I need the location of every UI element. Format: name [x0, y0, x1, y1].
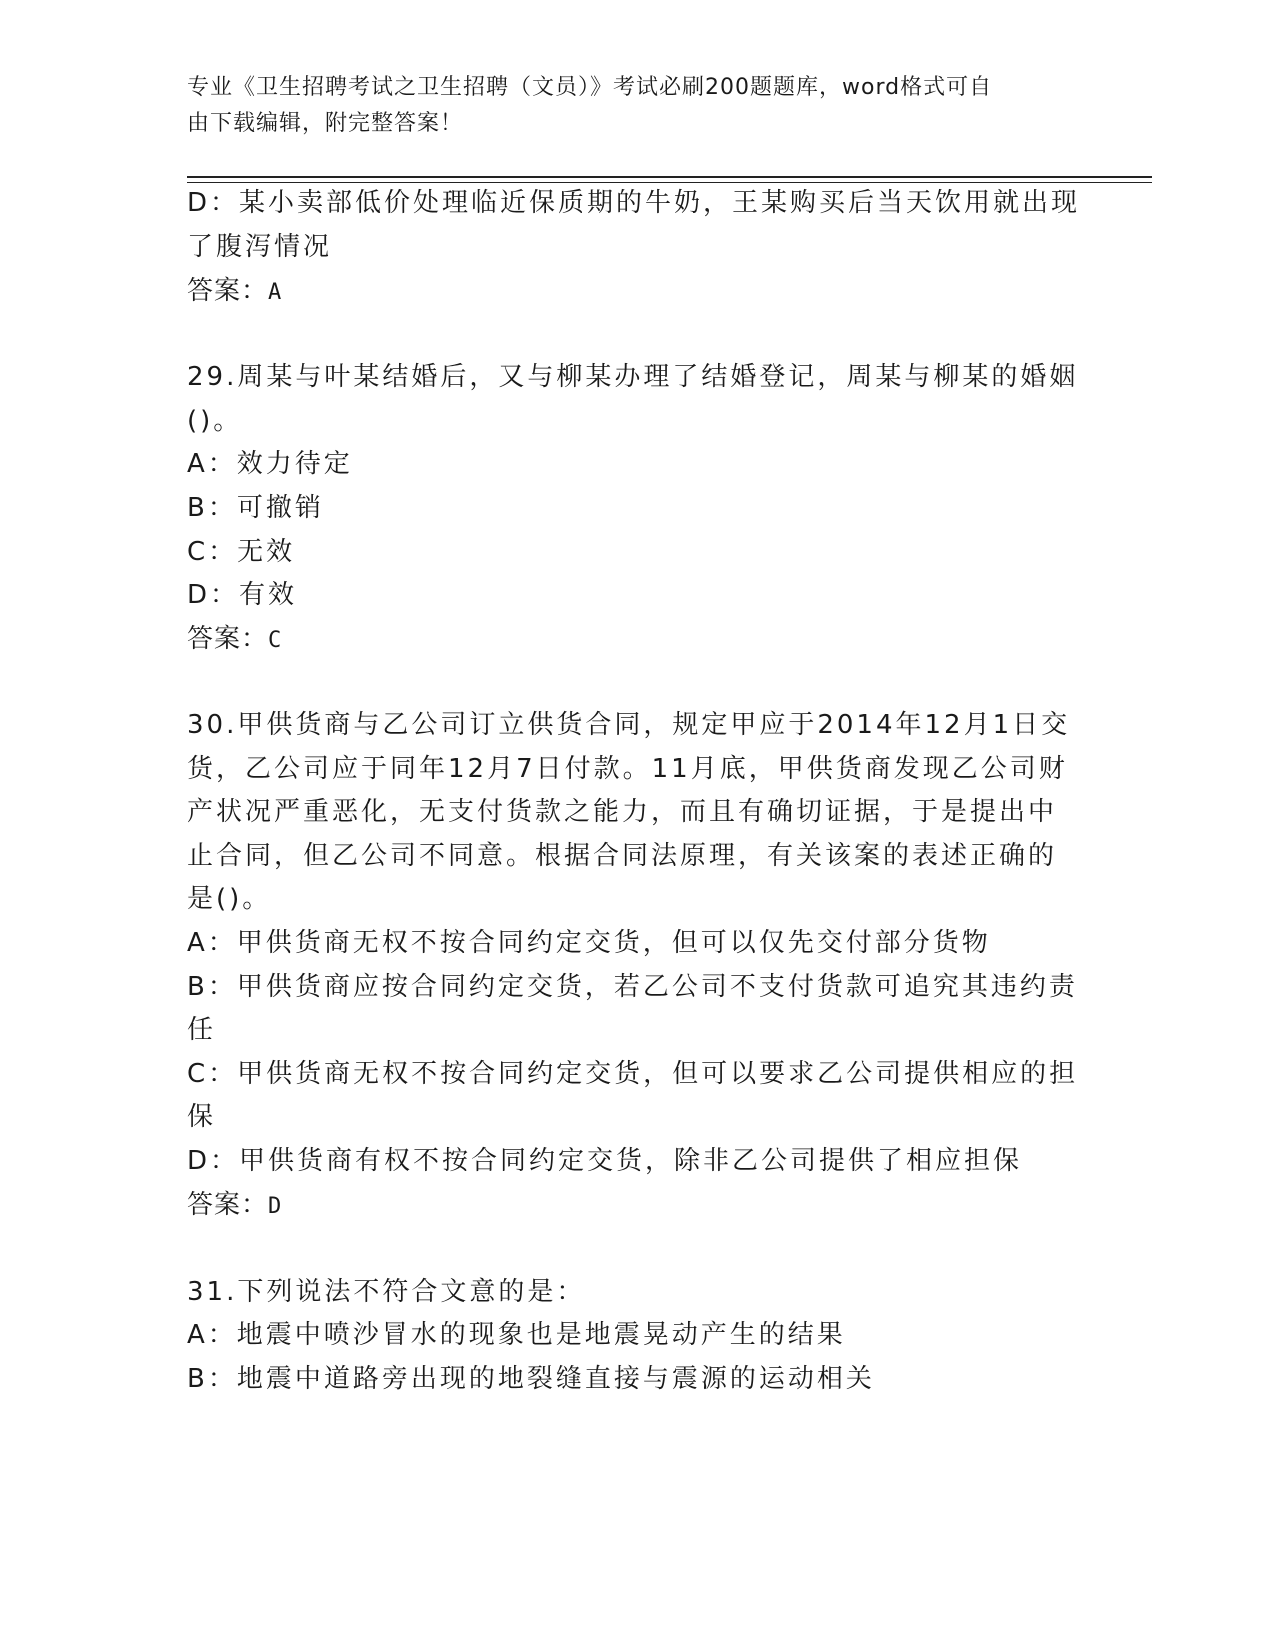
q30-stem-line-4: 止合同，但乙公司不同意。根据合同法原理，有关该案的表述正确的 — [187, 841, 1058, 871]
q28-option-d-line-2: 了腹泻情况 — [187, 232, 333, 262]
q30-stem-line-3: 产状况严重恶化，无支付货款之能力，而且有确切证据，于是提出中 — [187, 797, 1058, 827]
q30-option-c-line-1: C：甲供货商无权不按合同约定交货，但可以要求乙公司提供相应的担 — [187, 1059, 1079, 1089]
q29-answer — [187, 622, 282, 658]
q31-option-b: B：地震中道路旁出现的地裂缝直接与震源的运动相关 — [187, 1364, 875, 1394]
q30-answer-label: 答案： — [187, 1190, 269, 1220]
header-line-2: 由下载编辑，附完整答案！ — [187, 111, 464, 136]
q30-answer — [187, 1188, 282, 1224]
q30-option-b-line-2: 任 — [187, 1015, 217, 1045]
header-rule-thick — [187, 176, 1152, 178]
document-header — [187, 70, 1067, 142]
q29-option-a: A：效力待定 — [187, 449, 353, 479]
q28-answer-label: 答案： — [187, 276, 269, 306]
header-rule-thin — [187, 182, 1152, 183]
q30-stem-line-2: 货，乙公司应于同年12月7日付款。11月底，甲供货商发现乙公司财 — [187, 754, 1068, 784]
q30-option-b-line-1: B：甲供货商应按合同约定交货，若乙公司不支付货款可追究其违约责 — [187, 972, 1078, 1002]
q28-answer — [187, 274, 282, 310]
q30-stem-line-1: 30.甲供货商与乙公司订立供货合同，规定甲应于2014年12月1日交 — [187, 710, 1071, 740]
q29-stem-line-2: ()。 — [187, 406, 243, 436]
q29-option-c: C：无效 — [187, 537, 296, 567]
q29-option-b: B：可撤销 — [187, 493, 324, 523]
q30-option-c-line-2: 保 — [187, 1102, 217, 1132]
q30-stem-line-5: 是()。 — [187, 884, 272, 914]
q30-option-a: A：甲供货商无权不按合同约定交货，但可以仅先交付部分货物 — [187, 928, 991, 958]
q31-option-a: A：地震中喷沙冒水的现象也是地震晃动产生的结果 — [187, 1320, 846, 1350]
q31-stem-line-1: 31.下列说法不符合文意的是： — [187, 1277, 586, 1307]
header-line-1: 专业《卫生招聘考试之卫生招聘（文员）》考试必刷200题题库，word格式可自 — [187, 75, 993, 100]
q28-option-d-line-1: D：某小卖部低价处理临近保质期的牛奶，王某购买后当天饮用就出现 — [187, 188, 1081, 218]
q30-option-d: D：甲供货商有权不按合同约定交货，除非乙公司提供了相应担保 — [187, 1146, 1023, 1176]
q29-answer-value: C — [268, 628, 283, 653]
q30-answer-value: D — [268, 1194, 283, 1219]
q29-answer-label: 答案： — [187, 624, 269, 654]
q28-answer-value: A — [268, 280, 283, 305]
q29-option-d: D：有效 — [187, 580, 298, 610]
q29-stem-line-1: 29.周某与叶某结婚后，又与柳某办理了结婚登记，周某与柳某的婚姻 — [187, 362, 1079, 392]
